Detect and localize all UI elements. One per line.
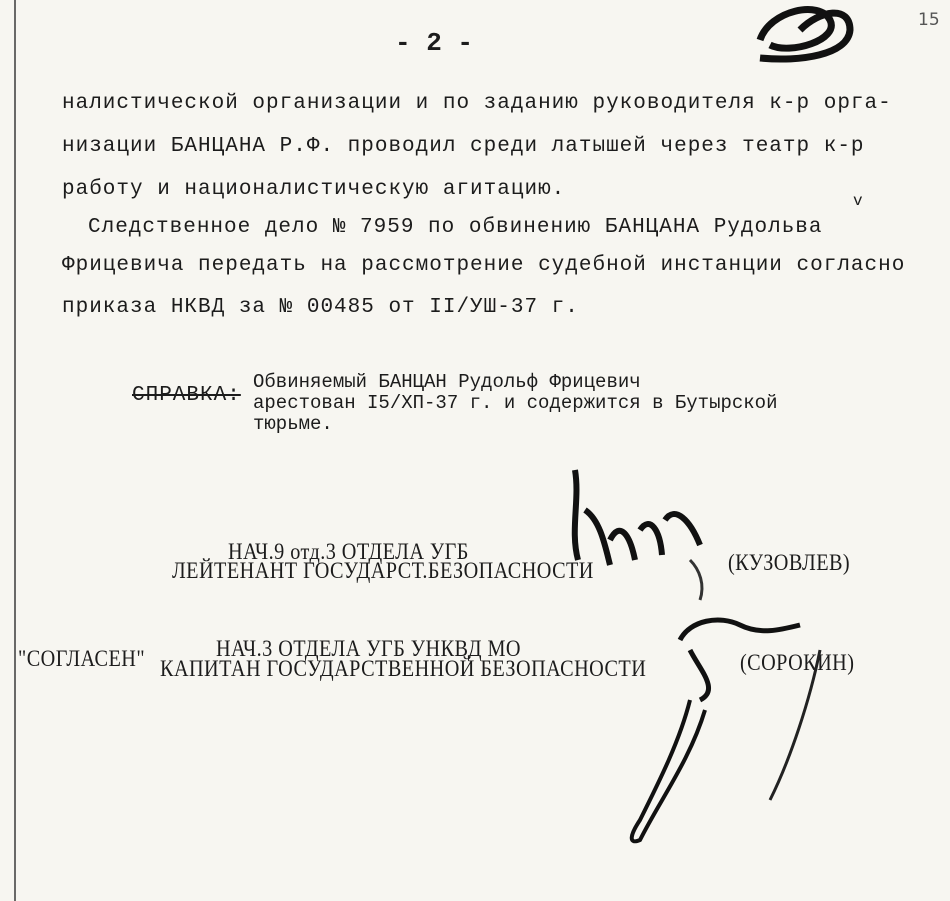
body-line-3: работу и националистическую агитацию. bbox=[62, 178, 566, 201]
signature-2-title: НАЧ.3 ОТДЕЛА УГБ УНКВД МО bbox=[216, 636, 521, 661]
signature-2-scrawl bbox=[680, 620, 800, 700]
correction-mark: v bbox=[853, 192, 863, 210]
page-number: - 2 - bbox=[395, 28, 474, 58]
signature-1-name: (КУЗОВЛЕВ) bbox=[728, 550, 851, 575]
spravka-line-3: тюрьме. bbox=[253, 413, 333, 435]
signature-1-rank: ЛЕЙТЕНАНТ ГОСУДАРСТ.БЕЗОПАСНОСТИ bbox=[172, 558, 594, 583]
body-line-4: Следственное дело № 7959 по обвинению БАНЦАНА Рудольва bbox=[88, 216, 823, 239]
approval-mark: "СОГЛАСЕН" bbox=[18, 646, 146, 671]
signature-2-line bbox=[770, 650, 820, 800]
body-line-2: низации БАНЦАНА Р.Ф. проводил среди латышей через театр к-р bbox=[62, 135, 865, 158]
signature-1-tail bbox=[690, 560, 702, 600]
signature-2-rank: КАПИТАН ГОСУДАРСТВЕННОЙ БЕЗОПАСНОСТИ bbox=[160, 656, 647, 681]
spravka-label: СПРАВКА: bbox=[132, 384, 241, 407]
corner-number: 15 bbox=[918, 10, 940, 30]
signature-2-stroke bbox=[632, 700, 705, 841]
spravka-line-2: арестован I5/ХП-37 г. и содержится в Бутырской bbox=[253, 392, 778, 414]
signature-1-scrawl bbox=[575, 470, 700, 565]
signature-1-title: НАЧ.9 отд.3 ОТДЕЛА УГБ bbox=[228, 539, 469, 564]
body-line-1: налистической организации и по заданию руководителя к-р орга- bbox=[62, 92, 892, 115]
corner-scribble bbox=[760, 10, 850, 59]
signature-2-name: (СОРОКИН) bbox=[740, 650, 855, 675]
spravka-line-1: Обвиняемый БАНЦАН Рудольф Фрицевич bbox=[253, 371, 641, 393]
body-line-5: Фрицевича передать на рассмотрение судебной инстанции согласно bbox=[62, 254, 906, 277]
body-line-6: приказа НКВД за № 00485 от II/УШ-37 г. bbox=[62, 296, 579, 319]
